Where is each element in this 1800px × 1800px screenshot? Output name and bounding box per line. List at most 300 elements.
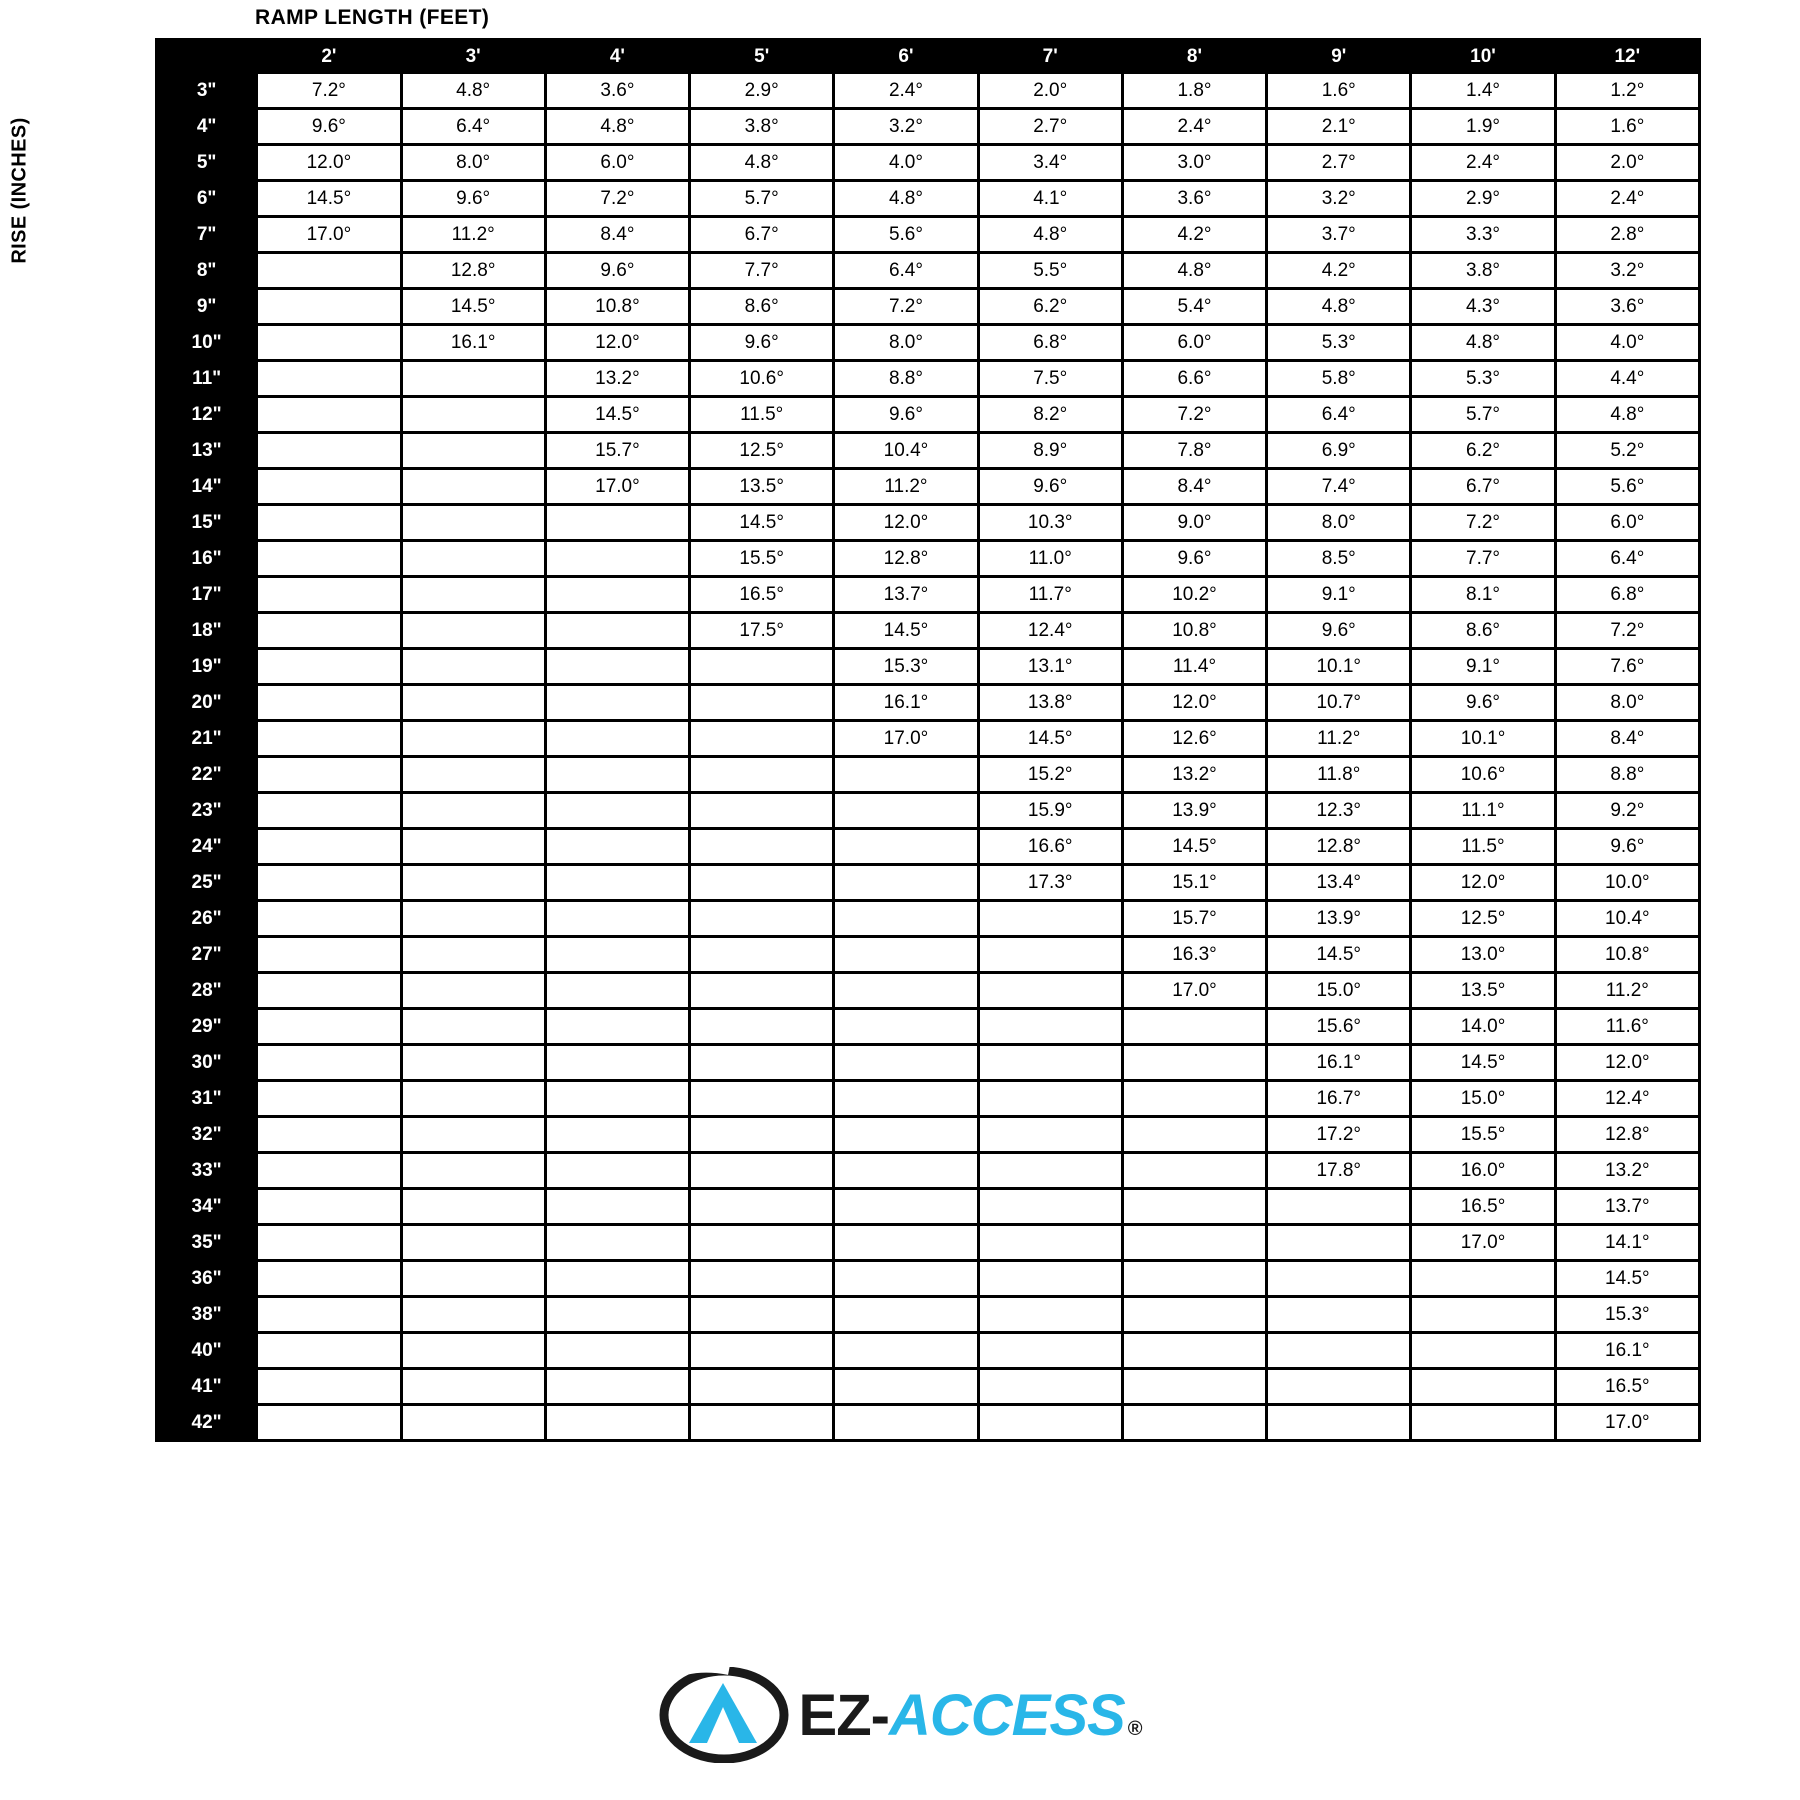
table-cell-angle: 10.0° <box>1555 865 1699 901</box>
table-row <box>157 469 1700 505</box>
table-row <box>157 217 1700 253</box>
table-cell-angle: 3.6° <box>1122 181 1266 217</box>
table-cell-angle: 13.9° <box>1122 793 1266 829</box>
row-header-26: 28" <box>157 973 257 1009</box>
table-cell-empty <box>978 1261 1122 1297</box>
table-cell-angle: 5.4° <box>1122 289 1266 325</box>
table-cell-angle: 3.8° <box>690 109 834 145</box>
table-row <box>157 541 1700 577</box>
table-cell-angle: 4.4° <box>1555 361 1699 397</box>
row-header-28: 30" <box>157 1045 257 1081</box>
row-header-29: 31" <box>157 1081 257 1117</box>
table-cell-empty <box>257 685 401 721</box>
table-cell-angle: 17.5° <box>690 613 834 649</box>
table-cell-angle: 5.3° <box>1267 325 1411 361</box>
table-cell-empty <box>834 865 978 901</box>
row-header-25: 27" <box>157 937 257 973</box>
table-cell-angle: 15.5° <box>690 541 834 577</box>
row-header-35: 38" <box>157 1297 257 1333</box>
row-header-20: 22" <box>157 757 257 793</box>
logo-wordmark <box>799 1682 1142 1749</box>
table-cell-empty <box>690 829 834 865</box>
table-cell-empty <box>1267 1297 1411 1333</box>
table-cell-angle: 11.4° <box>1122 649 1266 685</box>
table-cell-empty <box>690 1153 834 1189</box>
table-cell-angle: 15.6° <box>1267 1009 1411 1045</box>
table-cell-angle: 6.7° <box>1411 469 1555 505</box>
table-cell-angle: 15.7° <box>1122 901 1266 937</box>
table-cell-empty <box>1122 1117 1266 1153</box>
table-cell-angle: 4.8° <box>834 181 978 217</box>
table-cell-empty <box>401 1117 545 1153</box>
row-header-21: 23" <box>157 793 257 829</box>
table-cell-angle: 7.2° <box>1411 505 1555 541</box>
table-cell-angle: 15.2° <box>978 757 1122 793</box>
table-row <box>157 1369 1700 1405</box>
table-cell-empty <box>545 613 689 649</box>
table-cell-angle: 14.5° <box>1122 829 1266 865</box>
table-cell-angle: 7.7° <box>690 253 834 289</box>
table-cell-empty <box>257 505 401 541</box>
table-cell-empty <box>834 1297 978 1333</box>
table-cell-angle: 9.6° <box>1411 685 1555 721</box>
table-cell-empty <box>257 1009 401 1045</box>
table-cell-empty <box>834 1333 978 1369</box>
table-cell-angle: 6.2° <box>1411 433 1555 469</box>
table-cell-empty <box>401 757 545 793</box>
table-cell-angle: 8.8° <box>834 361 978 397</box>
table-cell-angle: 6.0° <box>1555 505 1699 541</box>
table-cell-angle: 11.2° <box>1267 721 1411 757</box>
table-cell-empty <box>1122 1369 1266 1405</box>
table-cell-angle: 4.2° <box>1122 217 1266 253</box>
table-row <box>157 145 1700 181</box>
table-cell-angle: 2.4° <box>834 73 978 109</box>
table-cell-empty <box>834 973 978 1009</box>
column-header-8: 9' <box>1267 40 1411 73</box>
table-cell-empty <box>257 541 401 577</box>
table-cell-angle: 3.2° <box>1267 181 1411 217</box>
table-cell-empty <box>690 1333 834 1369</box>
table-row <box>157 1189 1700 1225</box>
table-cell-empty <box>257 1405 401 1441</box>
row-header-19: 21" <box>157 721 257 757</box>
table-cell-empty <box>1411 1405 1555 1441</box>
table-cell-empty <box>545 1261 689 1297</box>
table-cell-angle: 11.2° <box>401 217 545 253</box>
row-header-1: 3" <box>157 73 257 109</box>
table-cell-empty <box>1411 1333 1555 1369</box>
table-cell-empty <box>978 1081 1122 1117</box>
table-cell-angle: 6.7° <box>690 217 834 253</box>
table-cell-angle: 3.6° <box>1555 289 1699 325</box>
table-cell-angle: 6.9° <box>1267 433 1411 469</box>
table-cell-empty <box>401 1045 545 1081</box>
table-row <box>157 613 1700 649</box>
table-cell-angle: 14.5° <box>1555 1261 1699 1297</box>
table-cell-angle: 15.0° <box>1411 1081 1555 1117</box>
row-header-2: 4" <box>157 109 257 145</box>
table-cell-empty <box>1122 1189 1266 1225</box>
table-cell-angle: 11.2° <box>834 469 978 505</box>
table-cell-empty <box>257 721 401 757</box>
table-cell-angle: 16.0° <box>1411 1153 1555 1189</box>
table-cell-empty <box>257 1261 401 1297</box>
table-cell-angle: 3.2° <box>834 109 978 145</box>
table-cell-angle: 11.5° <box>690 397 834 433</box>
table-cell-empty <box>401 613 545 649</box>
table-cell-empty <box>401 829 545 865</box>
table-cell-angle: 12.3° <box>1267 793 1411 829</box>
table-cell-angle: 4.1° <box>978 181 1122 217</box>
table-cell-angle: 12.8° <box>1555 1117 1699 1153</box>
table-cell-empty <box>401 1009 545 1045</box>
table-cell-angle: 2.7° <box>1267 145 1411 181</box>
table-cell-empty <box>834 937 978 973</box>
table-cell-angle: 14.5° <box>257 181 401 217</box>
table-cell-angle: 9.6° <box>1267 613 1411 649</box>
table-cell-angle: 8.1° <box>1411 577 1555 613</box>
row-header-38: 42" <box>157 1405 257 1441</box>
table-cell-empty <box>257 613 401 649</box>
row-header-24: 26" <box>157 901 257 937</box>
table-cell-empty <box>690 757 834 793</box>
table-cell-empty <box>401 577 545 613</box>
table-cell-empty <box>834 1405 978 1441</box>
table-cell-angle: 2.4° <box>1555 181 1699 217</box>
row-header-18: 20" <box>157 685 257 721</box>
table-cell-empty <box>978 1297 1122 1333</box>
table-cell-empty <box>978 973 1122 1009</box>
table-cell-angle: 3.6° <box>545 73 689 109</box>
table-cell-empty <box>834 1081 978 1117</box>
row-header-36: 40" <box>157 1333 257 1369</box>
table-cell-angle: 4.2° <box>1267 253 1411 289</box>
table-cell-angle: 7.7° <box>1411 541 1555 577</box>
table-cell-angle: 4.8° <box>1267 289 1411 325</box>
table-cell-empty <box>257 1189 401 1225</box>
table-cell-empty <box>690 865 834 901</box>
table-cell-angle: 8.0° <box>401 145 545 181</box>
table-cell-angle: 7.2° <box>1555 613 1699 649</box>
column-header-7: 8' <box>1122 40 1266 73</box>
table-cell-empty <box>401 361 545 397</box>
table-cell-empty <box>257 253 401 289</box>
table-cell-angle: 1.9° <box>1411 109 1555 145</box>
table-cell-angle: 11.5° <box>1411 829 1555 865</box>
table-cell-angle: 9.0° <box>1122 505 1266 541</box>
table-cell-angle: 9.1° <box>1411 649 1555 685</box>
table-cell-angle: 15.3° <box>1555 1297 1699 1333</box>
table-cell-angle: 4.8° <box>690 145 834 181</box>
table-cell-angle: 16.6° <box>978 829 1122 865</box>
table-cell-empty <box>401 1405 545 1441</box>
table-cell-empty <box>257 1369 401 1405</box>
table-cell-empty <box>690 901 834 937</box>
table-cell-empty <box>545 973 689 1009</box>
table-cell-empty <box>690 1297 834 1333</box>
table-cell-empty <box>690 721 834 757</box>
table-header-row <box>157 40 1700 73</box>
table-cell-angle: 17.0° <box>545 469 689 505</box>
logo-word-ez: EZ- <box>798 1682 889 1748</box>
table-cell-empty <box>978 1153 1122 1189</box>
table-row <box>157 109 1700 145</box>
table-cell-angle: 4.8° <box>1411 325 1555 361</box>
table-cell-empty <box>834 1369 978 1405</box>
table-row <box>157 1045 1700 1081</box>
table-cell-angle: 10.6° <box>690 361 834 397</box>
brand-logo <box>0 1650 1800 1780</box>
table-cell-angle: 12.0° <box>834 505 978 541</box>
table-cell-angle: 7.5° <box>978 361 1122 397</box>
table-cell-empty <box>545 1045 689 1081</box>
table-cell-angle: 10.1° <box>1267 649 1411 685</box>
table-cell-empty <box>834 1009 978 1045</box>
table-cell-angle: 13.0° <box>1411 937 1555 973</box>
table-cell-angle: 16.1° <box>401 325 545 361</box>
table-cell-angle: 5.6° <box>1555 469 1699 505</box>
table-cell-angle: 12.6° <box>1122 721 1266 757</box>
table-cell-angle: 3.8° <box>1411 253 1555 289</box>
table-row <box>157 793 1700 829</box>
table-cell-angle: 8.4° <box>545 217 689 253</box>
table-cell-angle: 4.8° <box>978 217 1122 253</box>
table-cell-angle: 8.8° <box>1555 757 1699 793</box>
table-cell-empty <box>545 793 689 829</box>
table-cell-empty <box>401 469 545 505</box>
row-header-14: 16" <box>157 541 257 577</box>
table-cell-angle: 15.7° <box>545 433 689 469</box>
table-cell-angle: 4.0° <box>1555 325 1699 361</box>
logo-inner <box>659 1667 1142 1763</box>
table-cell-empty <box>401 1225 545 1261</box>
table-cell-angle: 6.8° <box>978 325 1122 361</box>
table-cell-angle: 9.6° <box>690 325 834 361</box>
table-cell-empty <box>690 973 834 1009</box>
ez-access-triangle-logo-icon <box>659 1667 789 1763</box>
table-cell-angle: 15.3° <box>834 649 978 685</box>
table-cell-angle: 16.5° <box>690 577 834 613</box>
table-row <box>157 1081 1700 1117</box>
table-cell-angle: 14.5° <box>545 397 689 433</box>
column-header-10: 12' <box>1555 40 1699 73</box>
table-cell-empty <box>401 685 545 721</box>
table-cell-angle: 4.8° <box>545 109 689 145</box>
table-cell-angle: 14.0° <box>1411 1009 1555 1045</box>
table-cell-angle: 17.0° <box>1122 973 1266 1009</box>
table-cell-empty <box>257 793 401 829</box>
table-cell-angle: 11.2° <box>1555 973 1699 1009</box>
table-cell-empty <box>1122 1333 1266 1369</box>
table-cell-empty <box>401 721 545 757</box>
table-cell-empty <box>257 757 401 793</box>
table-cell-empty <box>257 1333 401 1369</box>
table-cell-angle: 9.6° <box>834 397 978 433</box>
table-cell-angle: 16.5° <box>1411 1189 1555 1225</box>
table-cell-empty <box>401 397 545 433</box>
table-cell-angle: 10.3° <box>978 505 1122 541</box>
table-cell-empty <box>690 1081 834 1117</box>
table-cell-empty <box>1122 1225 1266 1261</box>
table-cell-angle: 4.8° <box>1555 397 1699 433</box>
table-cell-empty <box>545 577 689 613</box>
column-header-2: 3' <box>401 40 545 73</box>
table-cell-empty <box>545 1333 689 1369</box>
y-axis-title <box>0 60 40 320</box>
table-cell-empty <box>401 541 545 577</box>
table-cell-angle: 8.2° <box>978 397 1122 433</box>
table-cell-angle: 8.9° <box>978 433 1122 469</box>
table-cell-empty <box>401 649 545 685</box>
table-cell-angle: 9.6° <box>1555 829 1699 865</box>
table-cell-angle: 6.6° <box>1122 361 1266 397</box>
table-row <box>157 73 1700 109</box>
table-cell-empty <box>978 1405 1122 1441</box>
table-cell-empty <box>1267 1189 1411 1225</box>
table-cell-empty <box>257 649 401 685</box>
row-header-10: 12" <box>157 397 257 433</box>
table-cell-empty <box>690 685 834 721</box>
column-header-5: 6' <box>834 40 978 73</box>
table-cell-angle: 12.8° <box>401 253 545 289</box>
table-cell-angle: 2.0° <box>978 73 1122 109</box>
table-row <box>157 1009 1700 1045</box>
table-cell-empty <box>1122 1009 1266 1045</box>
table-cell-angle: 12.0° <box>545 325 689 361</box>
table-cell-empty <box>834 1225 978 1261</box>
table-cell-empty <box>545 865 689 901</box>
table-cell-angle: 11.0° <box>978 541 1122 577</box>
table-cell-angle: 10.2° <box>1122 577 1266 613</box>
table-cell-empty <box>690 937 834 973</box>
table-cell-empty <box>257 973 401 1009</box>
table-cell-empty <box>978 1225 1122 1261</box>
table-cell-angle: 9.6° <box>978 469 1122 505</box>
table-cell-angle: 10.8° <box>1555 937 1699 973</box>
table-cell-empty <box>257 829 401 865</box>
row-header-22: 24" <box>157 829 257 865</box>
table-cell-angle: 1.4° <box>1411 73 1555 109</box>
table-cell-angle: 12.8° <box>1267 829 1411 865</box>
table-cell-angle: 10.8° <box>1122 613 1266 649</box>
table-cell-empty <box>978 1009 1122 1045</box>
table-cell-empty <box>834 829 978 865</box>
table-row <box>157 397 1700 433</box>
table-cell-angle: 11.1° <box>1411 793 1555 829</box>
table-cell-empty <box>1267 1333 1411 1369</box>
table-cell-empty <box>1411 1369 1555 1405</box>
table-cell-empty <box>257 865 401 901</box>
table-row <box>157 1153 1700 1189</box>
table-cell-empty <box>401 901 545 937</box>
table-cell-angle: 12.0° <box>1411 865 1555 901</box>
table-cell-angle: 4.3° <box>1411 289 1555 325</box>
table-cell-angle: 11.8° <box>1267 757 1411 793</box>
table-cell-angle: 9.2° <box>1555 793 1699 829</box>
table-cell-empty <box>545 1225 689 1261</box>
table-cell-angle: 1.6° <box>1555 109 1699 145</box>
table-cell-empty <box>545 1153 689 1189</box>
table-row <box>157 1297 1700 1333</box>
column-header-1: 2' <box>257 40 401 73</box>
table-cell-angle: 2.4° <box>1122 109 1266 145</box>
table-cell-angle: 15.9° <box>978 793 1122 829</box>
table-row <box>157 1261 1700 1297</box>
column-header-6: 7' <box>978 40 1122 73</box>
row-header-4: 6" <box>157 181 257 217</box>
table-cell-empty <box>401 1153 545 1189</box>
table-cell-empty <box>257 1045 401 1081</box>
row-header-34: 36" <box>157 1261 257 1297</box>
table-cell-angle: 7.8° <box>1122 433 1266 469</box>
table-cell-angle: 5.7° <box>1411 397 1555 433</box>
table-cell-angle: 2.9° <box>1411 181 1555 217</box>
table-cell-angle: 13.5° <box>1411 973 1555 1009</box>
row-header-27: 29" <box>157 1009 257 1045</box>
table-cell-angle: 4.0° <box>834 145 978 181</box>
table-cell-empty <box>978 1369 1122 1405</box>
table-cell-angle: 13.2° <box>1122 757 1266 793</box>
table-cell-empty <box>978 1333 1122 1369</box>
table-cell-angle: 6.2° <box>978 289 1122 325</box>
table-cell-empty <box>690 649 834 685</box>
table-cell-empty <box>257 1117 401 1153</box>
table-cell-empty <box>834 757 978 793</box>
table-cell-empty <box>257 289 401 325</box>
table-cell-empty <box>257 1153 401 1189</box>
table-cell-angle: 13.7° <box>1555 1189 1699 1225</box>
table-cell-angle: 11.7° <box>978 577 1122 613</box>
table-cell-empty <box>834 1189 978 1225</box>
row-header-16: 18" <box>157 613 257 649</box>
table-cell-empty <box>1411 1297 1555 1333</box>
table-cell-angle: 6.4° <box>1555 541 1699 577</box>
table-cell-angle: 6.4° <box>834 253 978 289</box>
table-cell-angle: 12.0° <box>1555 1045 1699 1081</box>
table-cell-empty <box>401 1297 545 1333</box>
table-row <box>157 901 1700 937</box>
row-header-37: 41" <box>157 1369 257 1405</box>
table-header <box>157 40 1700 73</box>
table-cell-angle: 14.5° <box>690 505 834 541</box>
y-axis-title-label: RISE (INCHES) <box>8 116 31 264</box>
table-cell-angle: 2.0° <box>1555 145 1699 181</box>
row-header-17: 19" <box>157 649 257 685</box>
table-cell-empty <box>1411 1261 1555 1297</box>
table-cell-empty <box>257 901 401 937</box>
table-cell-angle: 15.1° <box>1122 865 1266 901</box>
table-cell-empty <box>1122 1405 1266 1441</box>
table-cell-empty <box>1122 1153 1266 1189</box>
table-cell-empty <box>1267 1405 1411 1441</box>
table-cell-angle: 8.0° <box>1555 685 1699 721</box>
table-cell-angle: 2.7° <box>978 109 1122 145</box>
table-cell-angle: 14.5° <box>1267 937 1411 973</box>
table-cell-empty <box>690 1405 834 1441</box>
table-cell-empty <box>690 1189 834 1225</box>
table-cell-empty <box>690 1117 834 1153</box>
table-cell-empty <box>834 1117 978 1153</box>
table-cell-angle: 8.0° <box>1267 505 1411 541</box>
table-cell-empty <box>545 505 689 541</box>
table-cell-empty <box>401 937 545 973</box>
table-cell-angle: 13.4° <box>1267 865 1411 901</box>
table-cell-angle: 6.8° <box>1555 577 1699 613</box>
table-row <box>157 973 1700 1009</box>
table-cell-empty <box>401 865 545 901</box>
table-cell-empty <box>545 1117 689 1153</box>
